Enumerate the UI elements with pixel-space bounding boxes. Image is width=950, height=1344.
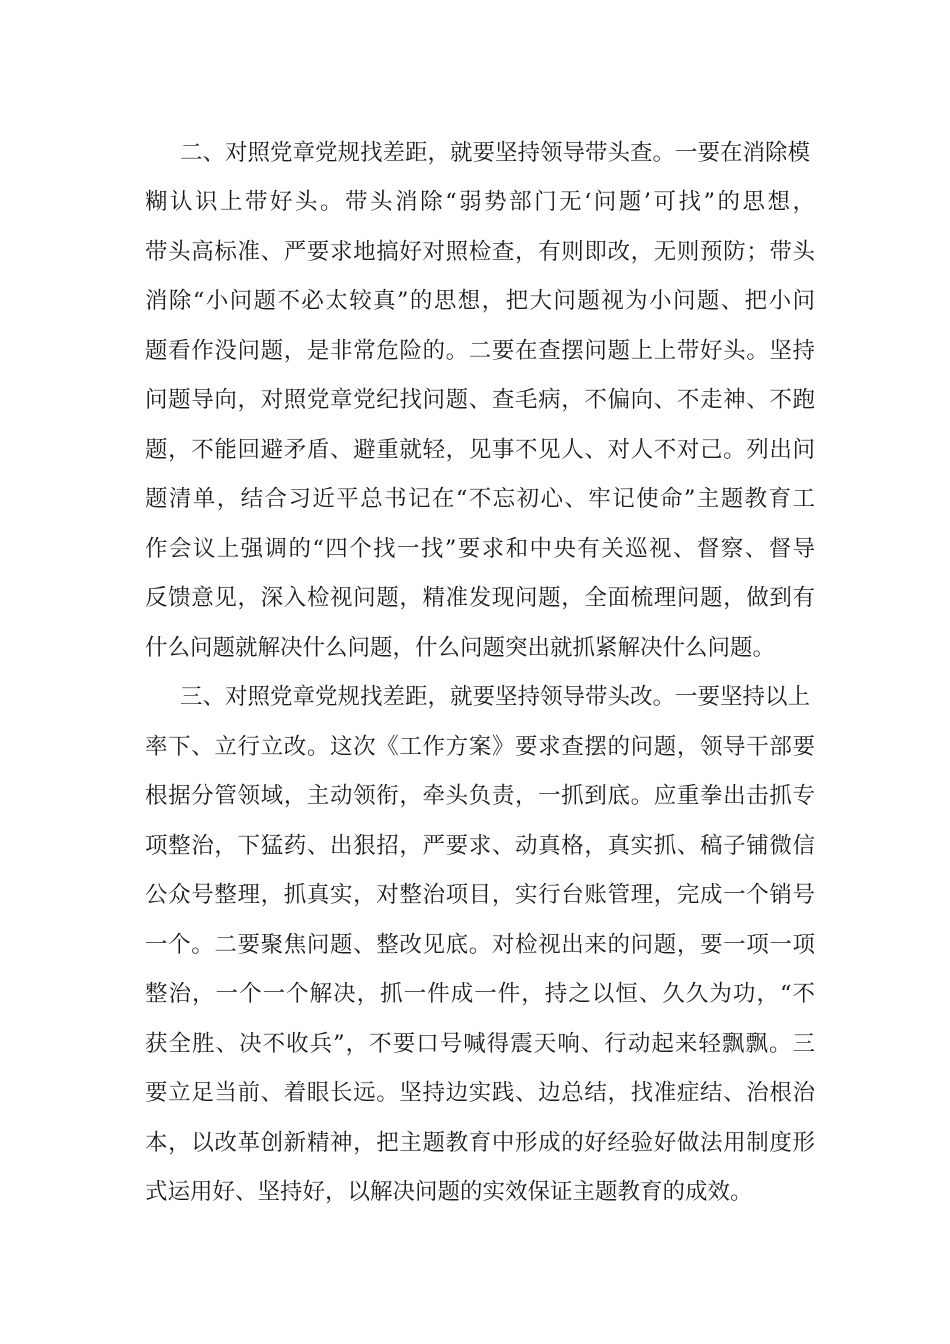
text-line: 消除“小问题不必太较真”的思想，把大问题视为小问题、把小问 [145, 288, 815, 314]
text-line: 率下、立行立改。这次《工作方案》要求查摆的问题，领导干部要 [145, 734, 815, 760]
text-line: 什么问题就解决什么问题，什么问题突出就抓紧解决什么问题。 [145, 635, 776, 661]
text-line: 问题导向，对照党章党纪找问题、查毛病，不偏向、不走神、不跑 [145, 387, 815, 413]
text-line: 题清单，结合习近平总书记在“不忘初心、牢记使命”主题教育工 [145, 486, 815, 512]
text-line: 式运用好、坚持好，以解决问题的实效保证主题教育的成效。 [145, 1179, 753, 1205]
text-line: 二、对照党章党规找差距，就要坚持领导带头查。一要在消除模 [180, 140, 811, 166]
text-line: 带头高标准、严要求地搞好对照检查，有则即改，无则预防；带头 [145, 239, 815, 265]
text-line: 作会议上强调的“四个找一找”要求和中央有关巡视、督察、督导 [145, 536, 815, 562]
text-line: 整治，一个一个解决，抓一件成一件，持之以恒、久久为功，“不 [145, 981, 815, 1007]
text-line: 根据分管领域，主动领衔，牵头负责，一抓到底。应重拳出击抓专 [145, 783, 815, 809]
text-line: 一个。二要聚焦问题、整改见底。对检视出来的问题，要一项一项 [145, 932, 815, 958]
text-line: 公众号整理，抓真实，对整治项目，实行台账管理，完成一个销号 [145, 882, 815, 908]
text-line: 项整治，下猛药、出狠招，严要求、动真格，真实抓、稿子铺微信 [145, 833, 815, 859]
text-line: 要立足当前、着眼长远。坚持边实践、边总结，找准症结、治根治 [145, 1080, 815, 1106]
text-line: 题，不能回避矛盾、避重就轻，见事不见人、对人不对己。列出问 [145, 437, 815, 463]
text-line: 糊认识上带好头。带头消除“弱势部门无‘问题’可找”的思想， [145, 189, 815, 215]
text-line: 三、对照党章党规找差距，就要坚持领导带头改。一要坚持以上 [180, 684, 811, 710]
text-line: 题看作没问题，是非常危险的。二要在查摆问题上上带好头。坚持 [145, 338, 815, 364]
text-line: 获全胜、决不收兵”，不要口号喊得震天响、行动起来轻飘飘。三 [145, 1031, 815, 1057]
text-line: 本，以改革创新精神，把主题教育中形成的好经验好做法用制度形 [145, 1130, 815, 1156]
text-line: 反馈意见，深入检视问题，精准发现问题，全面梳理问题，做到有 [145, 585, 815, 611]
